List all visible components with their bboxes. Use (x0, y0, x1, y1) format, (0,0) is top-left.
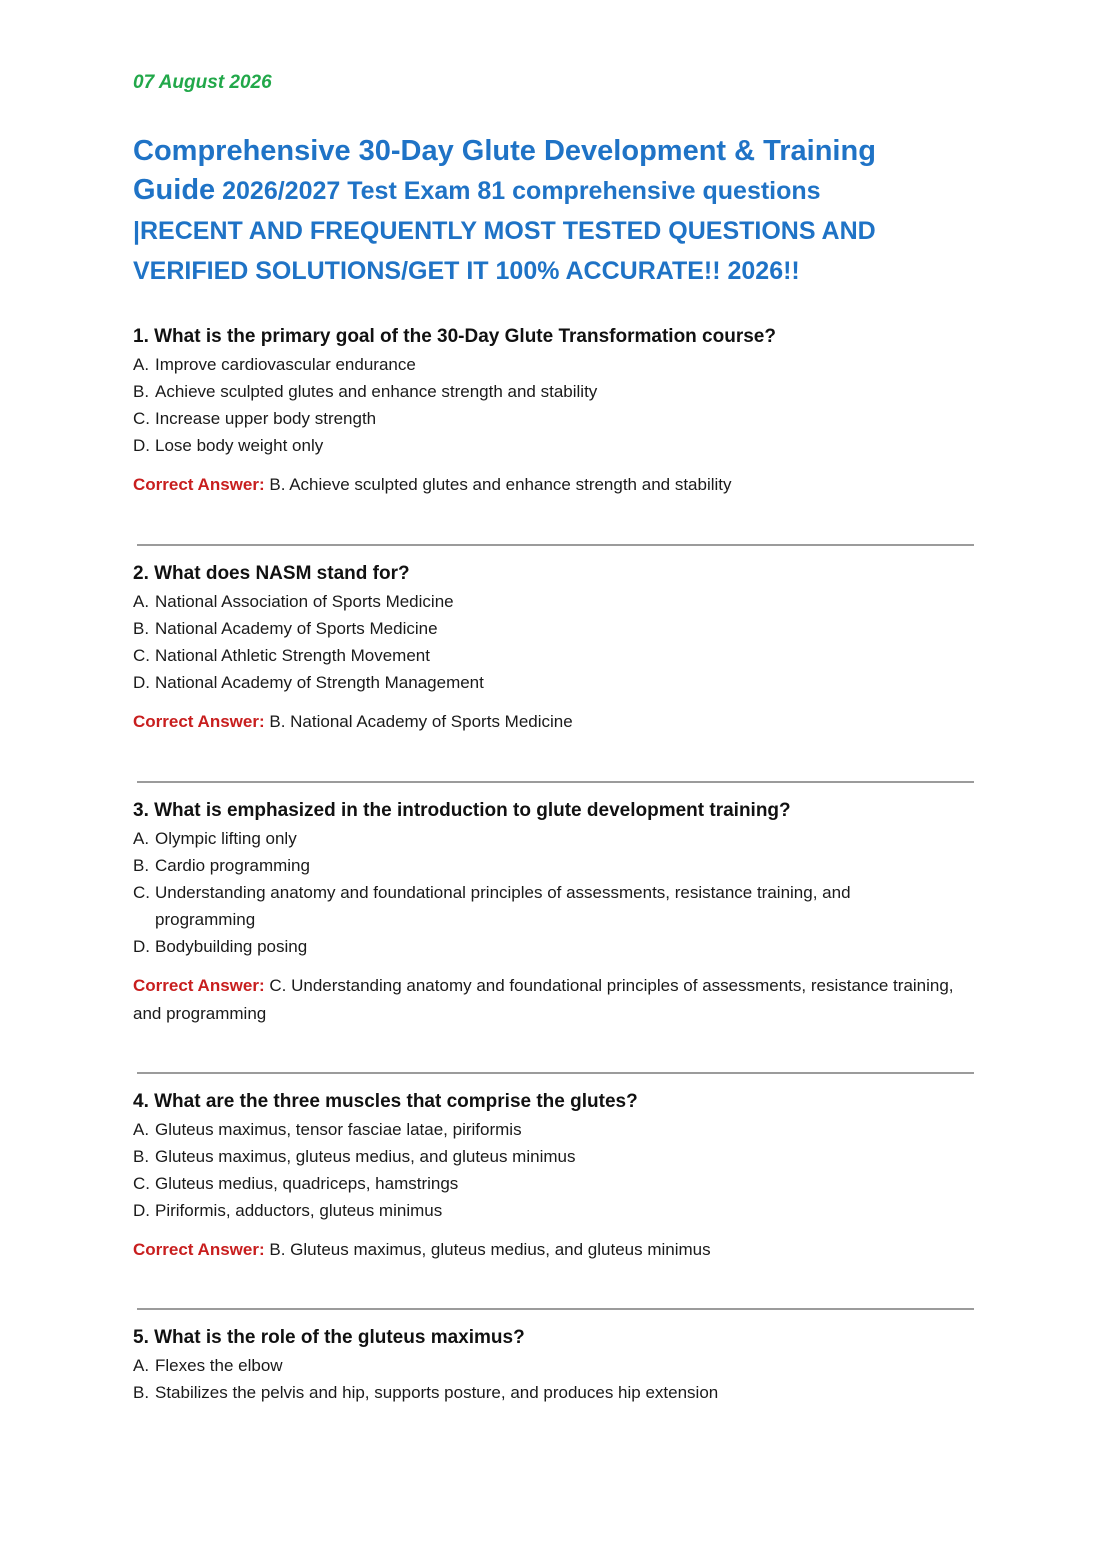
option-text: Olympic lifting only (155, 829, 297, 848)
option-text: Flexes the elbow (155, 1356, 283, 1375)
option-text: National Association of Sports Medicine (155, 592, 454, 611)
option-d (133, 933, 978, 960)
document-title (133, 132, 923, 291)
question-text: 2. What does NASM stand for? (133, 563, 410, 584)
option-text: Bodybuilding posing (155, 937, 308, 956)
question-divider (137, 544, 974, 546)
option-letter: C. (133, 646, 150, 665)
question-block-5 (133, 1325, 978, 1406)
question-divider (137, 1072, 974, 1074)
question-block-4 (133, 1089, 978, 1264)
option-text: Achieve sculpted glutes and enhance strength and stability (155, 382, 598, 401)
question-divider (137, 1308, 974, 1310)
question-text: 4. What are the three muscles that comprise the glutes? (133, 1091, 638, 1112)
question-block-3 (133, 798, 978, 1028)
correct-answer-label: Correct Answer: (133, 475, 265, 494)
option-letter: A. (133, 1120, 150, 1139)
option-letter: B. (133, 619, 150, 638)
option-a (133, 1352, 978, 1379)
option-c (133, 1170, 978, 1197)
option-b (133, 1379, 978, 1406)
title-line-1: Comprehensive 30-Day Glute Development & Training (133, 135, 876, 167)
option-letter: C. (133, 409, 150, 428)
option-a (133, 1116, 978, 1143)
option-list (133, 825, 978, 960)
option-b (133, 378, 978, 405)
option-d (133, 1197, 978, 1224)
option-letter: A. (133, 1356, 150, 1375)
option-letter: A. (133, 355, 150, 374)
option-text: Gluteus maximus, tensor fasciae latae, piriformis (155, 1120, 522, 1139)
question-text: 5. What is the role of the gluteus maximus? (133, 1327, 525, 1348)
option-c (133, 405, 978, 432)
option-c (133, 879, 978, 933)
option-letter: D. (133, 673, 150, 692)
option-letter: D. (133, 1201, 150, 1220)
option-text: National Academy of Sports Medicine (155, 619, 438, 638)
option-list (133, 1352, 978, 1406)
question-block-2 (133, 561, 978, 736)
correct-answer-text: B. Gluteus maximus, gluteus medius, and gluteus minimus (269, 1240, 711, 1259)
option-d (133, 669, 978, 696)
option-b (133, 852, 978, 879)
option-letter: C. (133, 883, 150, 902)
correct-answer-text: C. Understanding anatomy and foundational principles of assessments, resistance training, and programming (133, 976, 954, 1023)
correct-answer-label: Correct Answer: (133, 1240, 265, 1259)
option-text: Gluteus medius, quadriceps, hamstrings (155, 1174, 459, 1193)
question-block-1 (133, 324, 978, 499)
question-text: 1. What is the primary goal of the 30-Day Glute Transformation course? (133, 326, 776, 347)
option-text: Gluteus maximus, gluteus medius, and gluteus minimus (155, 1147, 576, 1166)
option-list (133, 351, 978, 459)
question-divider (137, 781, 974, 783)
correct-answer (133, 972, 978, 1028)
option-letter: B. (133, 382, 150, 401)
correct-answer-label: Correct Answer: (133, 976, 265, 995)
option-b (133, 1143, 978, 1170)
option-list (133, 588, 978, 696)
option-a (133, 588, 978, 615)
option-letter: C. (133, 1174, 150, 1193)
option-text: National Athletic Strength Movement (155, 646, 430, 665)
correct-answer-label: Correct Answer: (133, 712, 265, 731)
option-letter: D. (133, 436, 150, 455)
option-list (133, 1116, 978, 1224)
option-text: Cardio programming (155, 856, 310, 875)
option-text: National Academy of Strength Management (155, 673, 484, 692)
option-b (133, 615, 978, 642)
option-letter: B. (133, 1147, 150, 1166)
option-a (133, 825, 978, 852)
option-d (133, 432, 978, 459)
option-text: Improve cardiovascular endurance (155, 355, 416, 374)
option-a (133, 351, 978, 378)
option-text: Understanding anatomy and foundational principles of assessments, resistance training, and programming (155, 883, 851, 929)
option-letter: D. (133, 937, 150, 956)
correct-answer (133, 708, 978, 736)
question-text: 3. What is emphasized in the introduction to glute development training? (133, 800, 791, 821)
option-text: Stabilizes the pelvis and hip, supports posture, and produces hip extension (155, 1383, 719, 1402)
option-letter: A. (133, 592, 150, 611)
document-date: 07 August 2026 (133, 72, 272, 93)
option-c (133, 642, 978, 669)
option-letter: A. (133, 829, 150, 848)
option-text: Increase upper body strength (155, 409, 377, 428)
option-text: Piriformis, adductors, gluteus minimus (155, 1201, 443, 1220)
option-letter: B. (133, 856, 150, 875)
correct-answer-text: B. Achieve sculpted glutes and enhance strength and stability (269, 475, 732, 494)
option-text: Lose body weight only (155, 436, 324, 455)
option-letter: B. (133, 1383, 150, 1402)
title-line-2-start: Guide (133, 174, 216, 206)
title-line-2-rest: 2026/2027 Test Exam 81 comprehensive questions |RECENT AND FREQUENTLY MOST TESTED QUESTIONS AND VERIFIED SOLUTIONS/GET IT 100% ACCURATE!! 2026!! (133, 177, 876, 285)
correct-answer (133, 1236, 978, 1264)
correct-answer (133, 471, 978, 499)
correct-answer-text: B. National Academy of Sports Medicine (269, 712, 573, 731)
